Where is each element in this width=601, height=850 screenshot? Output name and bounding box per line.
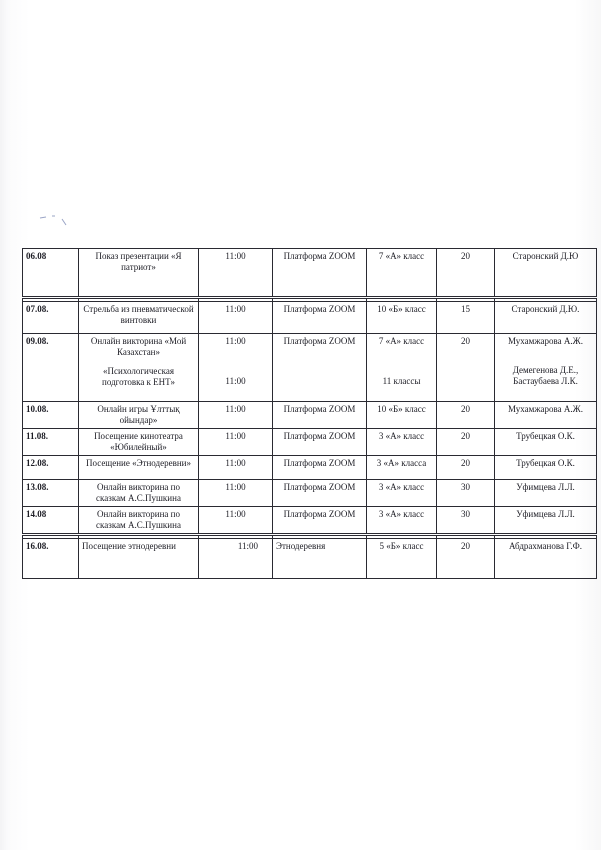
event-cell: Онлайн игры Ұлттық ойындар» [79, 402, 199, 429]
table-row [23, 429, 597, 456]
date-cell: 12.08. [23, 456, 79, 480]
responsible-cell: Старонский Д.Ю. [495, 302, 597, 334]
event-line-1: Онлайн викторина «Мой Казахстан» [90, 336, 187, 357]
class-cell: 5 «Б» класс [367, 539, 437, 579]
count-cell: 20 [437, 249, 495, 297]
responsible-cell: Уфимцева Л.Л. [495, 507, 597, 534]
time-cell: 11:00 [199, 429, 273, 456]
schedule-table-block-1 [22, 248, 597, 297]
count-cell: 15 [437, 302, 495, 334]
time-cell: 11:00 [199, 480, 273, 507]
date-cell: 06.08 [23, 249, 79, 297]
responsible-cell: Трубецкая О.К. [495, 456, 597, 480]
class-cell: 3 «А» класс [367, 480, 437, 507]
class-cell: 7 «А» класс [367, 249, 437, 297]
event-line-2: «Психологическая подготовка к ЕНТ» [102, 366, 175, 387]
event-cell [79, 334, 199, 402]
time-cell [199, 334, 273, 402]
class-cell: 3 «А» класс [367, 507, 437, 534]
time-cell: 11:00 [199, 456, 273, 480]
time-cell: 11:00 [199, 302, 273, 334]
date-cell: 09.08. [23, 334, 79, 402]
scan-artifact-mark [38, 214, 78, 228]
table-row [23, 302, 597, 334]
table-row [23, 402, 597, 429]
count-cell: 20 [437, 456, 495, 480]
table-row [23, 539, 597, 579]
table-row [23, 507, 597, 534]
count-cell: 20 [437, 402, 495, 429]
venue-cell: Платформа ZOOM [273, 249, 367, 297]
event-cell: Посещение этнодеревни [79, 539, 199, 579]
responsible-cell [495, 334, 597, 402]
time-cell: 11:00 [199, 507, 273, 534]
venue-cell: Платформа ZOOM [273, 456, 367, 480]
event-cell: Показ презентации «Я патриот» [79, 249, 199, 297]
count-cell: 30 [437, 480, 495, 507]
date-cell: 11.08. [23, 429, 79, 456]
date-cell: 14.08 [23, 507, 79, 534]
responsible-cell: Трубецкая О.К. [495, 429, 597, 456]
date-cell: 13.08. [23, 480, 79, 507]
class-cell: 3 «А» класс [367, 429, 437, 456]
event-cell: Стрельба из пневматической винтовки [79, 302, 199, 334]
event-cell: Онлайн викторина по сказкам А.С.Пушкина [79, 507, 199, 534]
count-cell: 20 [437, 429, 495, 456]
responsible-cell: Старонский Д.Ю [495, 249, 597, 297]
date-cell: 07.08. [23, 302, 79, 334]
class-cell: 3 «А» класса [367, 456, 437, 480]
venue-cell: Платформа ZOOM [273, 302, 367, 334]
venue-cell: Этнодеревня [273, 539, 367, 579]
count-cell: 30 [437, 507, 495, 534]
time-line-1: 11:00 [225, 336, 246, 346]
venue-cell: Платформа ZOOM [273, 507, 367, 534]
date-cell: 10.08. [23, 402, 79, 429]
class-line-1: 7 «А» класс [378, 336, 425, 346]
time-line-2: 11:00 [225, 376, 246, 386]
responsible-cell: Уфимцева Л.Л. [495, 480, 597, 507]
time-cell: 11:00 [199, 249, 273, 297]
venue-cell: Платформа ZOOM [273, 480, 367, 507]
class-line-2: 11 классы [382, 376, 421, 386]
venue-cell: Платформа ZOOM [273, 429, 367, 456]
count-cell: 20 [437, 334, 495, 402]
schedule-table-block-3 [22, 535, 597, 579]
time-cell: 11:00 [199, 402, 273, 429]
responsible-line-2: Демегенова Д.Е., Бастаубаева Л.К. [512, 365, 579, 386]
event-cell: Посещение кинотеатра «Юбилейный» [79, 429, 199, 456]
schedule-table-block-2 [22, 298, 597, 534]
date-cell: 16.08. [23, 539, 79, 579]
responsible-line-1: Мухамжарова А.Ж. [507, 336, 583, 346]
time-cell: 11:00 [199, 539, 273, 579]
responsible-cell: Мухамжарова А.Ж. [495, 402, 597, 429]
venue-cell: Платформа ZOOM [273, 334, 367, 402]
venue-cell: Платформа ZOOM [273, 402, 367, 429]
count-cell: 20 [437, 539, 495, 579]
event-cell: Посещение «Этнодеревни» [79, 456, 199, 480]
table-row [23, 480, 597, 507]
event-cell: Онлайн викторина по сказкам А.С.Пушкина [79, 480, 199, 507]
responsible-cell: Абдрахманова Г.Ф. [495, 539, 597, 579]
table-row [23, 334, 597, 402]
class-cell: 10 «Б» класс [367, 302, 437, 334]
class-cell: 10 «Б» класс [367, 402, 437, 429]
class-cell [367, 334, 437, 402]
table-row [23, 456, 597, 480]
table-row [23, 249, 597, 297]
